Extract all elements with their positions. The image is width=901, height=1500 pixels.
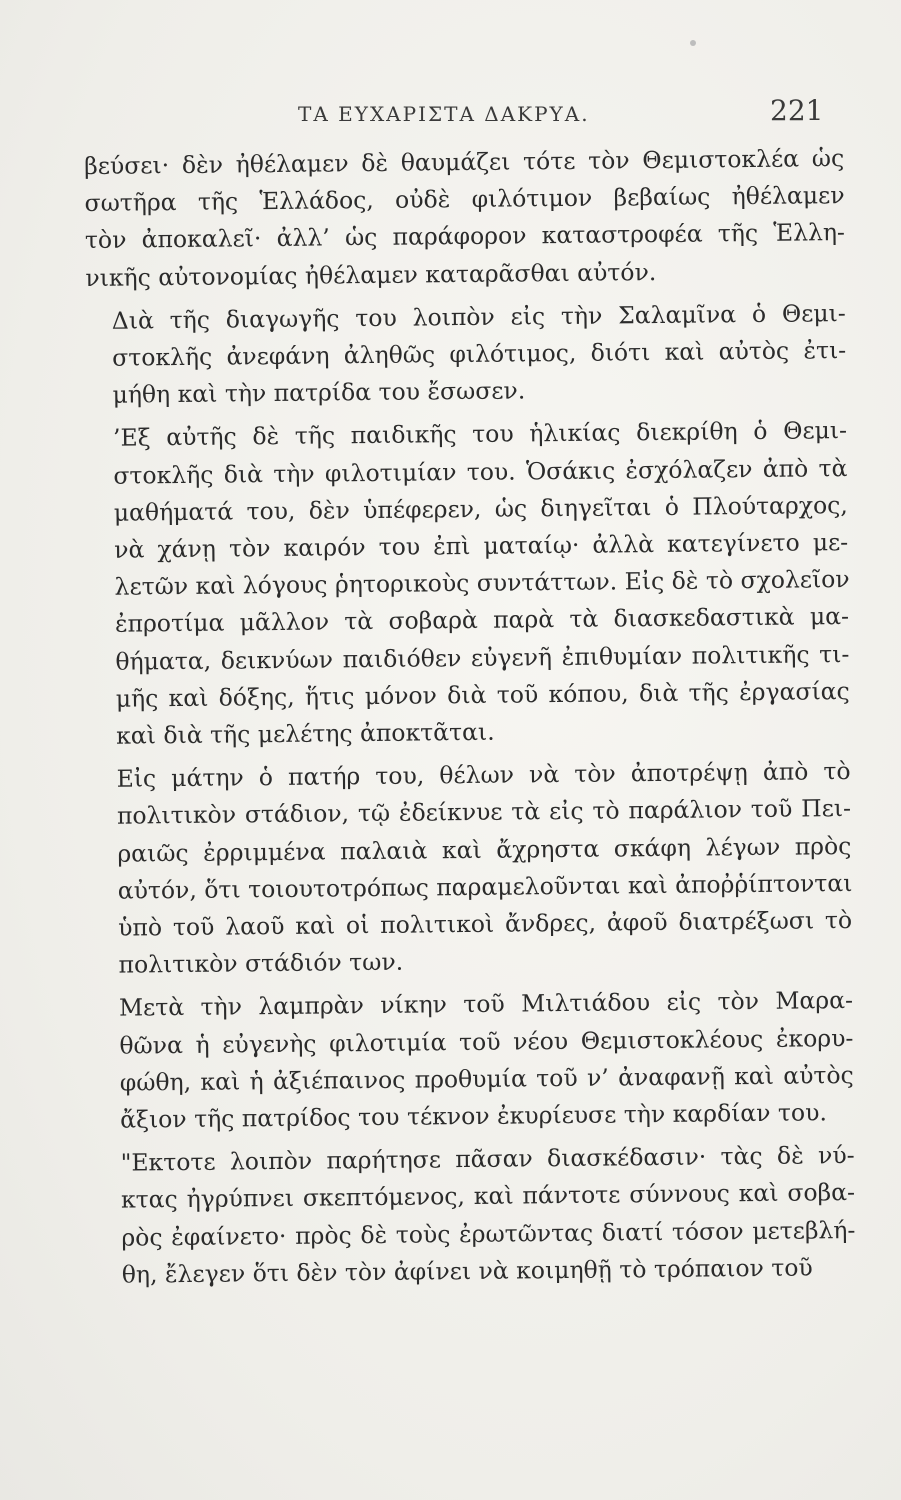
text-line: Εἰς μάτην ὁ πατήρ του, θέλων νὰ τὸν ἀποτρέψῃ ἀπὸ τὸ	[116, 757, 851, 793]
text-line: καὶ διὰ τῆς μελέτης ἀποκτᾶται.	[116, 717, 495, 750]
page-header	[0, 92, 901, 132]
paragraph	[90, 753, 852, 984]
ink-spot	[690, 40, 696, 46]
text-line: ’Εξ αὐτῆς δὲ τῆς παιδικῆς του ἡλικίας διεκρίθη ὁ Θεμι-	[112, 416, 848, 453]
text-line: νικῆς αὐτονομίας ἠθέλαμεν καταρᾶσθαι αὐτόν.	[85, 257, 657, 292]
text-line: αὐτόν, ὅτι τοιουτοτρόπως παραμελοῦνται καὶ ἀποῤῥίπτονται	[117, 868, 853, 905]
text-line: στοκλῆς διὰ τὴν φιλοτιμίαν του. Ὁσάκις ἐσχόλαζεν ἀπὸ τὰ	[113, 453, 848, 490]
text-line: θη, ἔλεγεν ὅτι δὲν τὸν ἀφίνει νὰ κοιμηθῇ τὸ τρόπαιον τοῦ	[121, 1253, 813, 1289]
paragraph	[87, 412, 850, 755]
text-line: βεύσει· δὲν ἠθέλαμεν δὲ θαυμάζει τότε τὸν Θεμιστοκλέα ὡς	[84, 144, 845, 180]
text-line: ραιῶς ἐρριμμένα παλαιὰ καὶ ἄχρηστα σκάφη λέγων πρὸς	[117, 831, 852, 868]
text-line: κτας ἠγρύπνει σκεπτόμενος, καὶ πάντοτε σύννους καὶ σοβα-	[120, 1178, 856, 1215]
text-line: μῆς καὶ δόξης, ἥτις μόνον διὰ τοῦ κόπου, διὰ τῆς ἐργασίας	[115, 676, 850, 713]
text-line: θήματα, δεικνύων παιδιόθεν εὐγενῆ ἐπιθυμίαν πολιτικῆς τι-	[115, 639, 850, 676]
text-line: ρὸς ἐφαίνετο· πρὸς δὲ τοὺς ἐρωτῶντας διατί τόσον μετεβλή-	[121, 1215, 856, 1252]
text-line: λετῶν καὶ λόγους ῥητορικοὺς συντάττων. Εἰς δὲ τὸ σχολεῖον	[114, 565, 850, 601]
page-number: 221	[770, 94, 824, 127]
paragraph	[84, 140, 846, 297]
body-text	[84, 140, 856, 1300]
text-line: ὑπὸ τοῦ λαοῦ καὶ οἱ πολιτικοὶ ἄνδρες, ἀφοῦ διατρέξωσι τὸ	[118, 906, 853, 942]
text-line: πολιτικὸν στάδιόν των.	[118, 947, 404, 979]
paragraph	[86, 295, 847, 415]
text-line: πολιτικὸν στάδιον, τῷ ἐδείκνυε τὰ εἰς τὸ παράλιον τοῦ Πει-	[116, 794, 852, 831]
text-line: φώθη, καὶ ἡ ἀξιέπαινος προθυμία τοῦ ν’ ἀναφανῇ καὶ αὐτὸς	[119, 1060, 854, 1097]
text-line: τὸν ἀποκαλεῖ· ἀλλ’ ὡς παράφορον καταστροφέα τῆς Ἑλλη-	[84, 218, 846, 255]
text-line: μαθήματά του, δὲν ὑπέφερεν, ὡς διηγεῖται ὁ Πλούταρχος,	[113, 490, 848, 527]
text-line: ἐπροτίμα μᾶλλον τὰ σοβαρὰ παρὰ τὰ διασκεδαστικὰ μα-	[114, 602, 850, 639]
paragraph	[94, 1137, 856, 1294]
running-title: ΤΑ ΕΥΧΑΡΙΣΤΑ ΔΑΚΡΥΑ.	[298, 102, 590, 126]
text-line: θῶνα ἡ εὐγενὴς φιλοτιμία τοῦ νέου Θεμιστοκλέους ἐκορυ-	[119, 1023, 854, 1060]
text-line: Διὰ τῆς διαγωγῆς του λοιπὸν εἰς τὴν Σαλαμῖνα ὁ Θεμι-	[111, 298, 846, 335]
text-line: μήθη καὶ τὴν πατρίδα του ἔσωσεν.	[112, 376, 526, 409]
text-line: "Εκτοτε λοιπὸν παρήτησε πᾶσαν διασκέδασιν· τὰς δὲ νύ-	[120, 1141, 855, 1177]
text-line: στοκλῆς ἀνεφάνη ἀληθῶς φιλότιμος, διότι καὶ αὐτὸς ἐτι-	[112, 336, 847, 372]
paragraph	[93, 982, 855, 1139]
text-line: Μετὰ τὴν λαμπρὰν νίκην τοῦ Μιλτιάδου εἰς τὸν Μαρα-	[118, 986, 854, 1023]
text-line: νὰ χάνῃ τὸν καιρόν του ἐπὶ ματαίῳ· ἀλλὰ κατεγίνετο με-	[114, 528, 849, 564]
text-line: ἄξιον τῆς πατρίδος του τέκνον ἐκυρίευσε τὴν καρδίαν του.	[120, 1098, 828, 1134]
text-line: σωτῆρα τῆς Ἑλλάδος, οὐδὲ φιλότιμον βεβαίως ἠθέλαμεν	[84, 181, 845, 218]
